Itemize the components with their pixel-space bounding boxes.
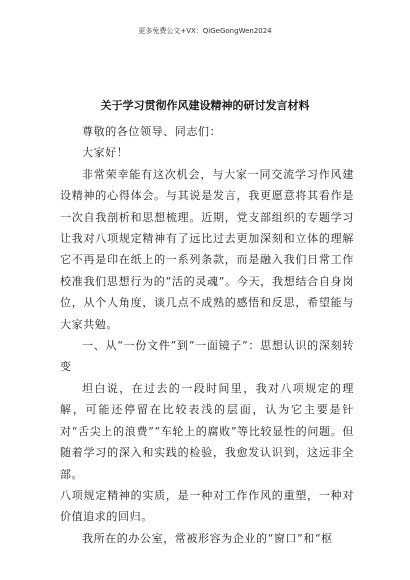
greeting: 大家好！ [82, 146, 129, 160]
document-body [60, 121, 354, 549]
body-paragraph: 坦白说，在过去的一段时间里，我对八项规定的理解，可能还停留在比较表浅的层面，认为它主要是针对“舌尖上的浪费”“车轮上的腐败”等比较显性的问题。但随着学习的深入和实践的检验，我愈发认识到，这远非全部。 [60, 381, 354, 481]
body-paragraph: 非常荣幸能有这次机会，与大家一同交流学习作风建设精神的心得体会。与其说是发言，我更愿意将其看作是一次自我剖析和思想梳理。近期，党支部组织的专题学习让我对八项规定精神有了远比过去更加深刻和立体的理解它不再是印在纸上的一系列条款，而是融入我们日常工作校准我们思想行为的“活的灵魂”。今天，我想结合自身岗位，从个人角度，谈几点不成熟的感悟和反思，希望能与大家共勉。 [60, 167, 354, 331]
body-paragraph: 我所在的办公室，常被形容为企业的“窗口”和“枢 [82, 531, 333, 545]
document-title: 关于学习贯彻作风建设精神的研讨发言材料 [100, 99, 310, 112]
header-note: 更多免费公文+VX：QiGeGongWen2024 [138, 27, 272, 35]
body-paragraph: 八项规定精神的实质，是一种对工作作风的重塑，一种对价值追求的回归。 [60, 488, 354, 524]
salutation: 尊敬的各位领导、同志们： [82, 125, 222, 138]
section-heading: 一、从“一份文件”到“一面镜子”：思想认识的深刻转变 [60, 339, 354, 374]
